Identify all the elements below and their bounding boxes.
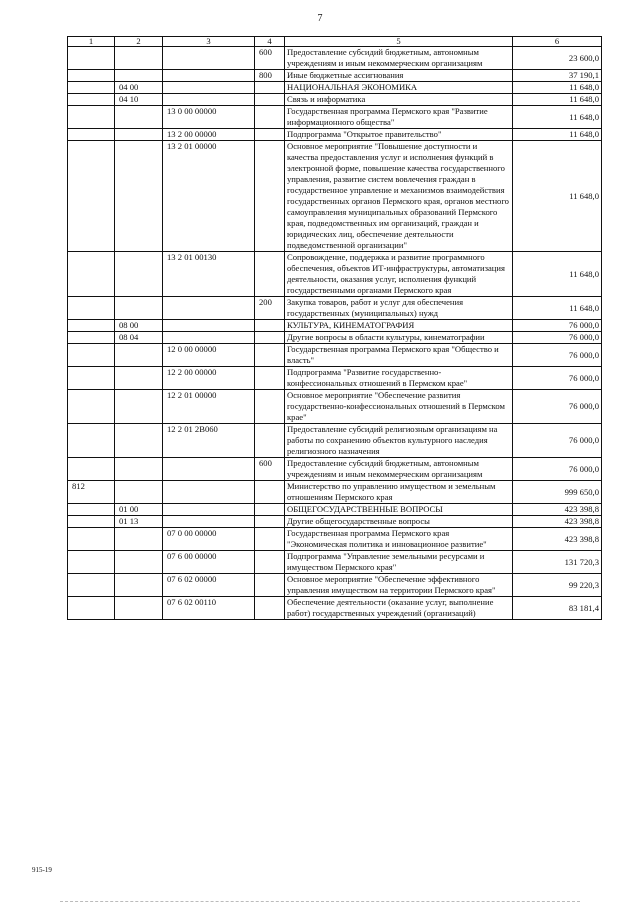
cell-expense-type — [255, 320, 285, 332]
cell-expense-type — [255, 574, 285, 597]
table-row — [68, 504, 602, 516]
table-row — [68, 106, 602, 129]
cell-description: Сопровождение, поддержка и развитие программного обеспечения, объектов ИТ-инфраструктуры, автоматизация деятельности, оказания услуг, исполнения функций государственными органами Пермского края — [285, 252, 513, 297]
cell-ministry-code — [68, 597, 115, 620]
column-header: 6 — [513, 37, 602, 47]
cell-ministry-code — [68, 528, 115, 551]
cell-amount: 11 648,0 — [513, 106, 602, 129]
table-row — [68, 297, 602, 320]
cell-amount: 11 648,0 — [513, 297, 602, 320]
cell-amount: 76 000,0 — [513, 390, 602, 424]
cell-target-code: 12 2 01 00000 — [163, 390, 255, 424]
table-row — [68, 424, 602, 458]
cell-ministry-code — [68, 367, 115, 390]
cell-ministry-code — [68, 252, 115, 297]
cell-target-code — [163, 458, 255, 481]
cell-description: Другие вопросы в области культуры, кинематографии — [285, 332, 513, 344]
cell-amount: 99 220,3 — [513, 574, 602, 597]
cell-expense-type — [255, 106, 285, 129]
cell-description: Предоставление субсидий бюджетным, автономным учреждениям и иным некоммерческим организациям — [285, 47, 513, 70]
cell-ministry-code — [68, 320, 115, 332]
cell-target-code — [163, 70, 255, 82]
cell-ministry-code — [68, 106, 115, 129]
cell-description: ОБЩЕГОСУДАРСТВЕННЫЕ ВОПРОСЫ — [285, 504, 513, 516]
cell-expense-type: 200 — [255, 297, 285, 320]
cell-ministry-code — [68, 344, 115, 367]
cell-ministry-code — [68, 332, 115, 344]
cell-expense-type — [255, 252, 285, 297]
cell-amount: 11 648,0 — [513, 94, 602, 106]
cell-description: Связь и информатика — [285, 94, 513, 106]
cell-amount: 76 000,0 — [513, 320, 602, 332]
cell-description: Основное мероприятие "Обеспечение эффективного управления имуществом на территории Пермского края" — [285, 574, 513, 597]
table-row — [68, 528, 602, 551]
cell-amount: 23 600,0 — [513, 47, 602, 70]
cell-section-code: 01 00 — [115, 504, 163, 516]
cell-expense-type — [255, 504, 285, 516]
cell-description: Подпрограмма "Открытое правительство" — [285, 129, 513, 141]
cell-target-code: 07 6 02 00110 — [163, 597, 255, 620]
cell-amount: 76 000,0 — [513, 367, 602, 390]
cell-section-code: 08 04 — [115, 332, 163, 344]
table-row — [68, 574, 602, 597]
cell-section-code — [115, 129, 163, 141]
cell-target-code — [163, 516, 255, 528]
cell-section-code — [115, 106, 163, 129]
cell-expense-type — [255, 129, 285, 141]
table-row — [68, 47, 602, 70]
cell-section-code: 08 00 — [115, 320, 163, 332]
cell-expense-type — [255, 344, 285, 367]
cell-amount: 11 648,0 — [513, 252, 602, 297]
cell-description: Предоставление субсидий религиозным организациям на работы по сохранению объектов культурного наследия религиозного назначения — [285, 424, 513, 458]
cell-target-code — [163, 297, 255, 320]
cell-amount: 37 190,1 — [513, 70, 602, 82]
cell-description: Государственная программа Пермского края "Развитие информационного общества" — [285, 106, 513, 129]
cell-target-code: 12 2 00 00000 — [163, 367, 255, 390]
cell-section-code: 04 00 — [115, 82, 163, 94]
table-row — [68, 344, 602, 367]
page-bottom-divider — [60, 901, 580, 902]
cell-expense-type — [255, 94, 285, 106]
budget-table — [67, 36, 602, 620]
cell-description: Иные бюджетные ассигнования — [285, 70, 513, 82]
cell-description: Государственная программа Пермского края "Общество и власть" — [285, 344, 513, 367]
cell-ministry-code — [68, 390, 115, 424]
cell-description: Министерство по управлению имуществом и земельным отношениям Пермского края — [285, 481, 513, 504]
cell-description: Подпрограмма "Управление земельными ресурсами и имуществом Пермского края" — [285, 551, 513, 574]
cell-section-code — [115, 141, 163, 252]
cell-expense-type — [255, 424, 285, 458]
cell-target-code: 13 2 01 00000 — [163, 141, 255, 252]
table-row — [68, 481, 602, 504]
cell-target-code: 13 2 01 00130 — [163, 252, 255, 297]
cell-section-code — [115, 344, 163, 367]
cell-target-code: 12 0 00 00000 — [163, 344, 255, 367]
cell-amount: 11 648,0 — [513, 141, 602, 252]
cell-amount: 76 000,0 — [513, 332, 602, 344]
document-footer-code: 915-19 — [32, 866, 52, 874]
column-header: 2 — [115, 37, 163, 47]
cell-expense-type — [255, 481, 285, 504]
cell-ministry-code — [68, 551, 115, 574]
cell-target-code: 13 0 00 00000 — [163, 106, 255, 129]
cell-section-code — [115, 367, 163, 390]
cell-section-code — [115, 424, 163, 458]
cell-section-code — [115, 481, 163, 504]
cell-description: Подпрограмма "Развитие государственно-конфессиональных отношений в Пермском крае" — [285, 367, 513, 390]
cell-description: Основное мероприятие "Обеспечение развития государственно-конфессиональных отношений в Пермском крае" — [285, 390, 513, 424]
cell-expense-type — [255, 332, 285, 344]
cell-expense-type — [255, 528, 285, 551]
cell-expense-type: 600 — [255, 47, 285, 70]
cell-target-code — [163, 504, 255, 516]
cell-amount: 11 648,0 — [513, 129, 602, 141]
cell-amount: 11 648,0 — [513, 82, 602, 94]
cell-target-code — [163, 47, 255, 70]
cell-section-code — [115, 458, 163, 481]
cell-expense-type — [255, 516, 285, 528]
table-header-row — [68, 37, 602, 47]
cell-expense-type — [255, 390, 285, 424]
column-header: 1 — [68, 37, 115, 47]
cell-amount: 999 650,0 — [513, 481, 602, 504]
cell-ministry-code — [68, 141, 115, 252]
cell-amount: 423 398,8 — [513, 516, 602, 528]
cell-amount: 76 000,0 — [513, 424, 602, 458]
cell-amount: 76 000,0 — [513, 458, 602, 481]
cell-expense-type — [255, 141, 285, 252]
cell-description: Предоставление субсидий бюджетным, автономным учреждениям и иным некоммерческим организациям — [285, 458, 513, 481]
cell-target-code — [163, 82, 255, 94]
cell-target-code — [163, 320, 255, 332]
cell-section-code — [115, 528, 163, 551]
cell-expense-type: 800 — [255, 70, 285, 82]
cell-section-code — [115, 47, 163, 70]
cell-description: НАЦИОНАЛЬНАЯ ЭКОНОМИКА — [285, 82, 513, 94]
table-row — [68, 367, 602, 390]
cell-section-code — [115, 70, 163, 82]
table-row — [68, 252, 602, 297]
page-number: 7 — [317, 13, 323, 24]
cell-section-code: 01 13 — [115, 516, 163, 528]
cell-amount: 423 398,8 — [513, 528, 602, 551]
cell-section-code — [115, 551, 163, 574]
cell-ministry-code — [68, 574, 115, 597]
cell-target-code — [163, 332, 255, 344]
cell-target-code — [163, 94, 255, 106]
cell-expense-type — [255, 551, 285, 574]
cell-section-code — [115, 597, 163, 620]
cell-target-code: 07 6 02 00000 — [163, 574, 255, 597]
table-row — [68, 597, 602, 620]
cell-description: Государственная программа Пермского края "Экономическая политика и инновационное развитие" — [285, 528, 513, 551]
cell-description: Закупка товаров, работ и услуг для обеспечения государственных (муниципальных) нужд — [285, 297, 513, 320]
cell-ministry-code — [68, 424, 115, 458]
column-header: 3 — [163, 37, 255, 47]
cell-description: Основное мероприятие "Повышение доступности и качества предоставления услуг и исполнения функций в электронной форме, повышение качества государственного управления, развитие систем вовлечения граждан в государственное управление и механизмов взаимодействия государственных органов Пермского края, органов местного самоуправления муниципальных образований Пермского края, подведомственных им организаций, граждан и юридических лиц, обеспечение деятельности подведомственной организации" — [285, 141, 513, 252]
cell-section-code — [115, 390, 163, 424]
table-row — [68, 94, 602, 106]
cell-ministry-code — [68, 516, 115, 528]
cell-ministry-code — [68, 458, 115, 481]
table-row — [68, 458, 602, 481]
cell-ministry-code — [68, 504, 115, 516]
cell-amount: 423 398,8 — [513, 504, 602, 516]
table-row — [68, 320, 602, 332]
cell-section-code — [115, 574, 163, 597]
cell-ministry-code — [68, 47, 115, 70]
cell-description: Другие общегосударственные вопросы — [285, 516, 513, 528]
cell-section-code: 04 10 — [115, 94, 163, 106]
table-row — [68, 70, 602, 82]
cell-expense-type — [255, 367, 285, 390]
column-header: 4 — [255, 37, 285, 47]
cell-amount: 83 181,4 — [513, 597, 602, 620]
table-row — [68, 82, 602, 94]
cell-amount: 76 000,0 — [513, 344, 602, 367]
cell-expense-type: 600 — [255, 458, 285, 481]
table-row — [68, 129, 602, 141]
table-row — [68, 332, 602, 344]
column-header: 5 — [285, 37, 513, 47]
cell-ministry-code — [68, 82, 115, 94]
cell-target-code: 07 6 00 00000 — [163, 551, 255, 574]
cell-ministry-code — [68, 70, 115, 82]
cell-target-code: 13 2 00 00000 — [163, 129, 255, 141]
cell-section-code — [115, 297, 163, 320]
cell-expense-type — [255, 82, 285, 94]
cell-amount: 131 720,3 — [513, 551, 602, 574]
table-row — [68, 516, 602, 528]
table-row — [68, 141, 602, 252]
cell-target-code: 07 0 00 00000 — [163, 528, 255, 551]
cell-description: Обеспечение деятельности (оказание услуг, выполнение работ) государственных учреждений (организаций) — [285, 597, 513, 620]
cell-target-code — [163, 481, 255, 504]
table-row — [68, 551, 602, 574]
cell-ministry-code — [68, 129, 115, 141]
cell-description: КУЛЬТУРА, КИНЕМАТОГРАФИЯ — [285, 320, 513, 332]
cell-section-code — [115, 252, 163, 297]
cell-ministry-code — [68, 297, 115, 320]
cell-target-code: 12 2 01 2В060 — [163, 424, 255, 458]
table-row — [68, 390, 602, 424]
cell-ministry-code: 812 — [68, 481, 115, 504]
cell-expense-type — [255, 597, 285, 620]
cell-ministry-code — [68, 94, 115, 106]
